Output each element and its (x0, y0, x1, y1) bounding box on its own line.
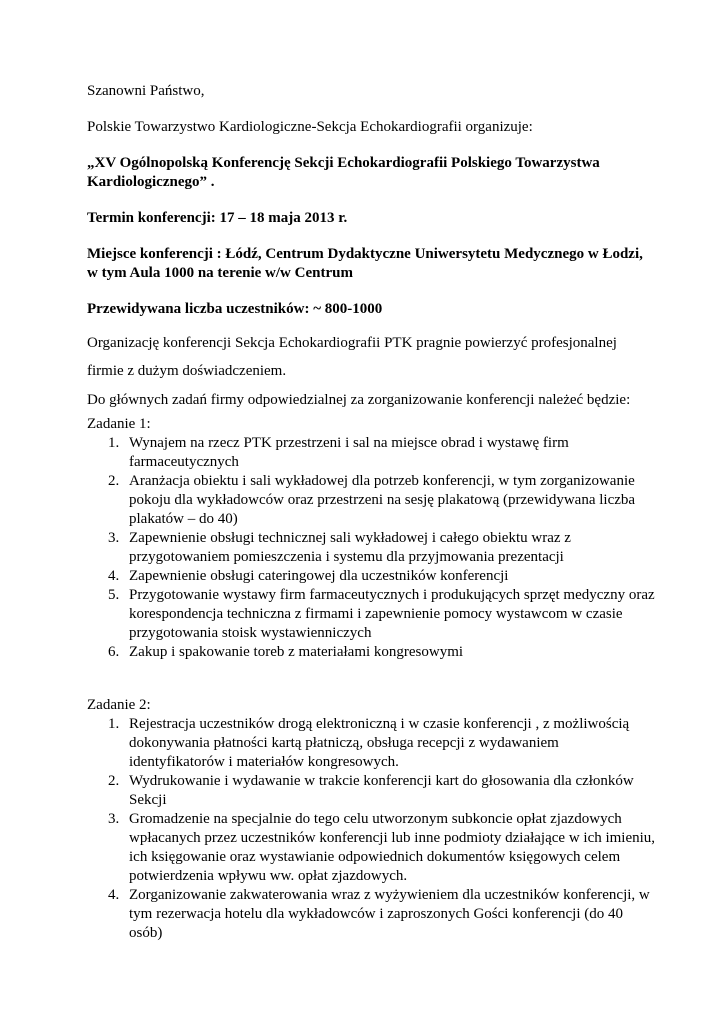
item-number: 3. (108, 530, 120, 546)
expected-participants: Przewidywana liczba uczestników: ~ 800-1000 (87, 301, 383, 317)
item-text: Gromadzenie na specjalnie do tego celu utworzonym subkoncie opłat zjazdowych wpłacanych przez uczestników konferencji lub inne podmioty działające w ich imieniu, ich księgowanie oraz wystawianie odpowiednich dokumentów księgowych celem potwierdzenia wpływu ww. opłat zjazdowych. (129, 811, 656, 884)
item-number: 2. (108, 773, 120, 789)
item-text: Wynajem na rzecz PTK przestrzeni i sal na miejsce obrad i wystawę firm farmaceutycznych (129, 435, 569, 470)
item-number: 3. (108, 811, 120, 827)
list-item (87, 586, 657, 643)
item-number: 4. (108, 887, 120, 903)
tasks-intro: Do głównych zadań firmy odpowiedzialnej za zorganizowanie konferencji należeć będzie: (87, 392, 631, 408)
conference-venue: Miejsce konferencji : Łódź, Centrum Dydaktyczne Uniwersytetu Medycznego w Łodzi, w tym Aula 1000 na terenie w/w Centrum (87, 246, 643, 281)
list-item (87, 810, 657, 886)
list-item (87, 772, 657, 810)
intro-paragraph: Polskie Towarzystwo Kardiologiczne-Sekcja Echokardiografii organizuje: (87, 119, 533, 135)
list-item (87, 529, 657, 567)
greeting: Szanowni Państwo, (87, 83, 205, 99)
item-text: Zakup i spakowanie toreb z materiałami kongresowymi (129, 644, 464, 660)
task1-list (87, 434, 657, 662)
document-page (87, 82, 657, 943)
item-text: Wydrukowanie i wydawanie w trakcie konferencji kart do głosowania dla członków Sekcji (129, 773, 634, 808)
item-number: 6. (108, 644, 120, 660)
item-text: Zapewnienie obsługi technicznej sali wykładowej i całego obiektu wraz z przygotowaniem pomieszczenia i systemu dla przyjmowania prezentacji (129, 530, 571, 565)
task2-heading: Zadanie 2: (87, 697, 151, 713)
item-text: Przygotowanie wystawy firm farmaceutycznych i produkujących sprzęt medyczny oraz korespondencja techniczna z firmami i zapewnienie pomocy wystawcom w czasie przygotowania stoisk wystawienniczych (129, 587, 655, 641)
item-text: Zorganizowanie zakwaterowania wraz z wyżywieniem dla uczestników konferencji, w tym rezerwacja hotelu dla wykładowców i zaproszonych Gości konferencji (do 40 osób) (129, 887, 650, 941)
task1-heading: Zadanie 1: (87, 416, 151, 432)
item-number: 1. (108, 435, 120, 451)
conference-title: „XV Ogólnopolską Konferencję Sekcji Echokardiografii Polskiego Towarzystwa Kardiologicznego” . (87, 155, 600, 190)
item-number: 5. (108, 587, 120, 603)
item-number: 2. (108, 473, 120, 489)
list-item (87, 472, 657, 529)
item-text: Aranżacja obiektu i sali wykładowej dla potrzeb konferencji, w tym zorganizowanie pokoju dla wykładowców oraz przestrzeni na sesję plakatową (przewidywana liczba plakatów – do 40) (129, 473, 636, 527)
task2-list (87, 715, 657, 943)
item-number: 4. (108, 568, 120, 584)
list-item (87, 567, 657, 586)
item-text: Rejestracja uczestników drogą elektroniczną i w czasie konferencji , z możliwością dokonywania płatności kartą płatniczą, obsługa recepcji z wydawaniem identyfikatorów i materiałów kongresowych. (129, 716, 630, 770)
list-item (87, 715, 657, 772)
conference-date: Termin konferencji: 17 – 18 maja 2013 r. (87, 210, 348, 226)
list-item (87, 434, 657, 472)
organisation-paragraph: Organizację konferencji Sekcja Echokardiografii PTK pragnie powierzyć profesjonalnej firmie z dużym doświadczeniem. (87, 335, 617, 379)
list-item (87, 886, 657, 943)
list-item (87, 643, 657, 662)
item-text: Zapewnienie obsługi cateringowej dla uczestników konferencji (129, 568, 509, 584)
item-number: 1. (108, 716, 120, 732)
